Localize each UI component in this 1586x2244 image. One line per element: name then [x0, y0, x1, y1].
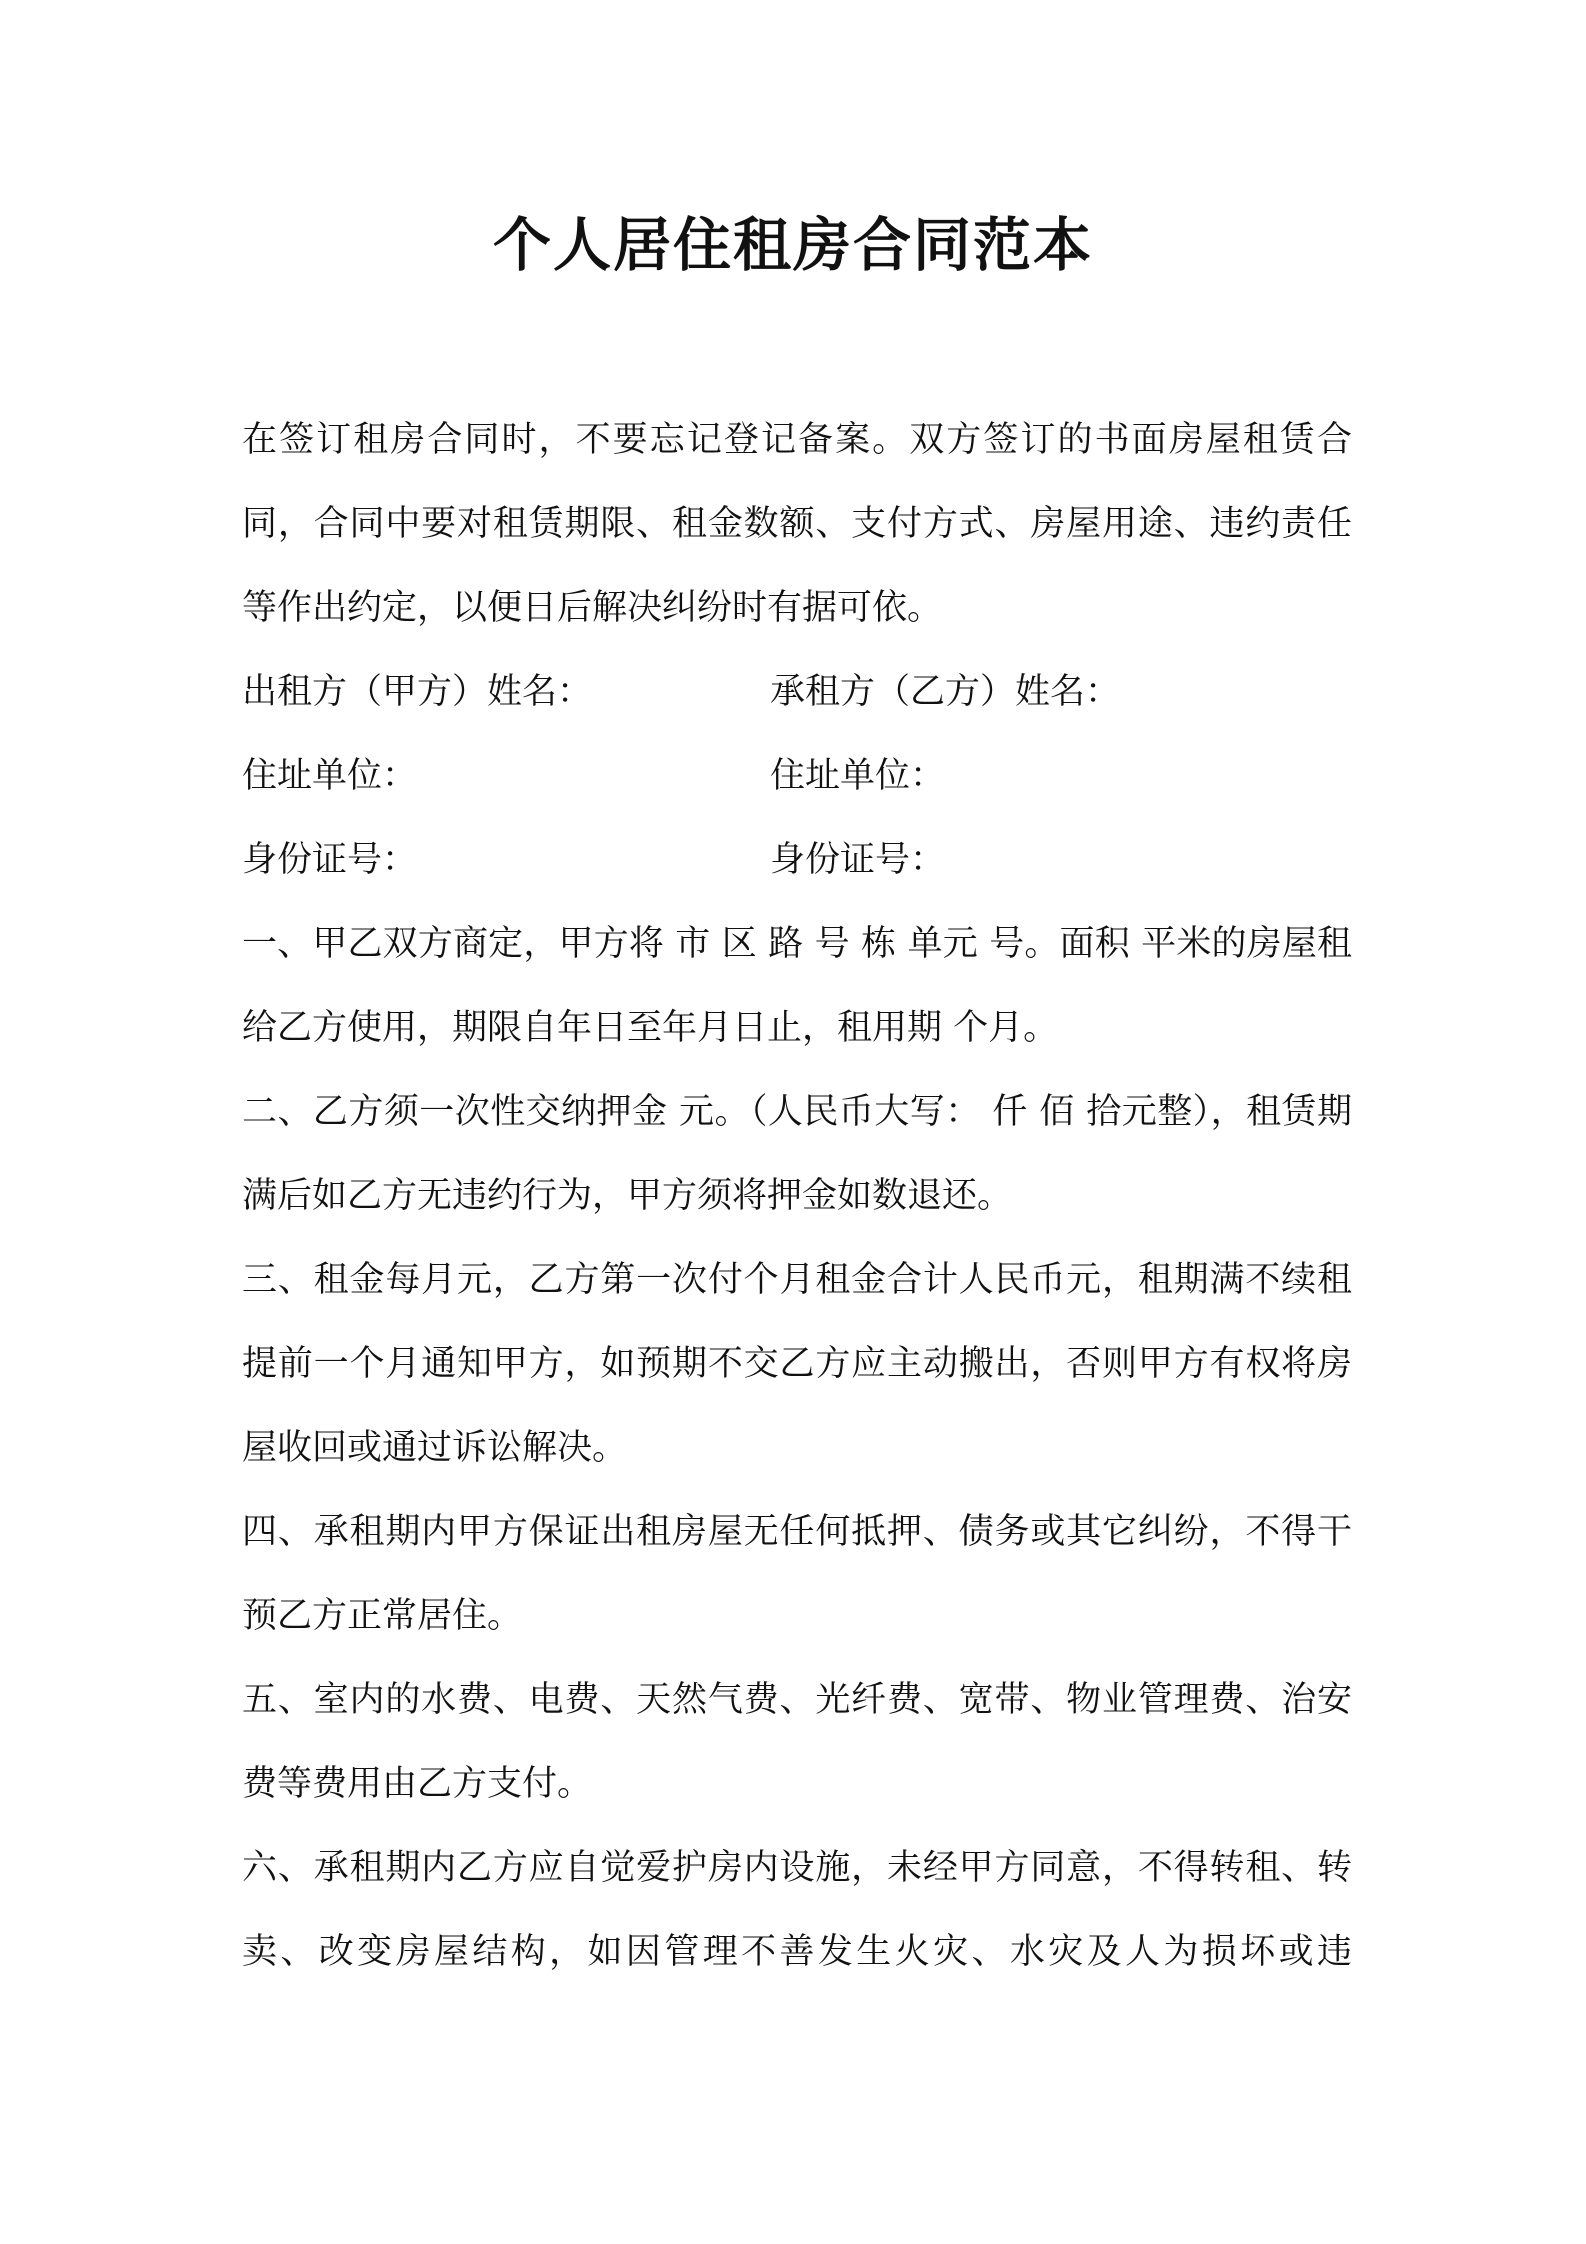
- clause-5: 五、室内的水费、电费、天然气费、光纤费、宽带、物业管理费、治安费等费用由乙方支付。: [242, 1680, 1352, 1804]
- intro-paragraph: 在签订租房合同时，不要忘记登记备案。双方签订的书面房屋租赁合同，合同中要对租赁期限、租金数额、支付方式、房屋用途、违约责任等作出约定，以便日后解决纠纷时有据可依。: [242, 420, 1352, 628]
- clause-1: 一、甲乙双方商定，甲方将 市 区 路 号 栋 单元 号。面积 平米的房屋租给乙方使用，期限自年日至年月日止，租用期 个月。: [242, 924, 1352, 1048]
- clause-6: 六、承租期内乙方应自觉爱护房内设施，未经甲方同意，不得转租、转卖、改变房屋结构，如因管理不善发生火灾、水灾及人为损坏或违: [242, 1848, 1352, 1972]
- clause-2: 二、乙方须一次性交纳押金 元。（人民币大写： 仟 佰 拾元整），租赁期满后如乙方无违约行为，甲方须将押金如数退还。: [242, 1092, 1352, 1216]
- party-name-row: [242, 650, 1352, 734]
- lessee-address-label: 住址单位：: [770, 756, 946, 796]
- clause-4: 四、承租期内甲方保证出租房屋无任何抵押、债务或其它纠纷，不得干预乙方正常居住。: [242, 1512, 1352, 1636]
- party-address-row: [242, 734, 1352, 818]
- lessee-id-label: 身份证号：: [770, 840, 946, 880]
- clause-3: 三、租金每月元，乙方第一次付个月租金合计人民币元，租期满不续租提前一个月通知甲方，如预期不交乙方应主动搬出，否则甲方有权将房屋收回或通过诉讼解决。: [242, 1260, 1352, 1468]
- party-id-row: [242, 818, 1352, 902]
- lessee-name-label: 承租方（乙方）姓名：: [770, 672, 1121, 712]
- document-title: 个人居住租房合同范本: [492, 211, 1093, 279]
- lessor-address-label: 住址单位：: [242, 756, 418, 796]
- lessor-id-label: 身份证号：: [242, 840, 418, 880]
- document-body: [242, 398, 1352, 1994]
- lessor-name-label: 出租方（甲方）姓名：: [242, 672, 593, 712]
